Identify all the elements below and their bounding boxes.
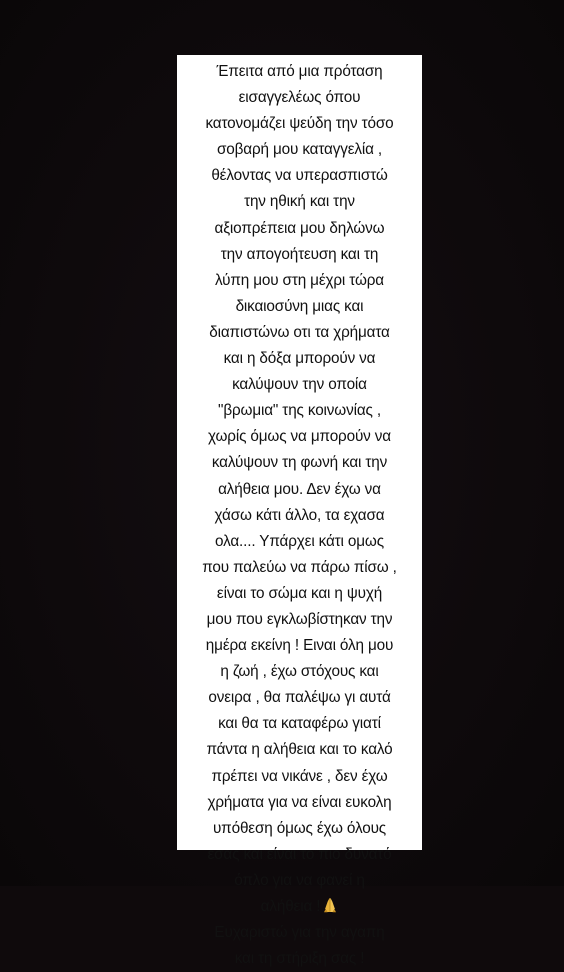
story-line: εσας και είναι το πιο δυνατό — [207, 845, 392, 863]
story-line: που παλεύω να πάρω πίσω , — [202, 558, 397, 576]
story-line: πρέπει να νικάνε , δεν έχω — [211, 767, 388, 785]
story-line: είναι το σώμα και η ψυχή — [216, 584, 383, 602]
story-line: λύπη μου στη μέχρι τώρα — [214, 271, 384, 289]
story-line: η ζωή , έχω στόχους και — [220, 663, 379, 681]
story-line: και τη στήριξη σας ! — [234, 950, 365, 968]
folded-hands-icon — [322, 896, 338, 912]
story-line: Έπειτα από μια πρόταση — [216, 63, 383, 80]
story-line: καλύψουν την οποία — [232, 376, 367, 394]
story-line: "βρωμια" της κοινωνίας , — [218, 402, 381, 420]
story-line: και θα τα καταφέρω γιατί — [218, 715, 381, 733]
story-line: χάσω κάτι άλλο, τα εχασα — [214, 506, 385, 524]
story-line: πάντα η αλήθεια και το καλό — [206, 741, 393, 759]
story-line: μου που εγκλωβίστηκαν την — [206, 610, 393, 628]
story-line: καλύψουν τη φωνή και την — [211, 454, 388, 472]
story-text-card — [177, 55, 422, 968]
story-line-with-emoji — [181, 894, 418, 920]
story-line: υπόθεση όμως έχω όλους — [212, 819, 387, 837]
story-line: κατονομάζει ψεύδη την τόσο — [205, 115, 394, 133]
story-line: θέλοντας να υπερασπιστώ — [211, 167, 388, 185]
story-line: σοβαρή μου καταγγελία , — [216, 141, 383, 159]
story-line: και η δόξα μπορούν να — [223, 350, 376, 368]
story-line: την ηθική και την — [244, 193, 355, 211]
story-line: χρήματα για να είναι ευκολη — [207, 793, 392, 811]
story-line: αλήθεια ! — [260, 898, 321, 915]
story-line: ημέρα εκείνη ! Ειναι όλη μου — [205, 637, 394, 655]
story-line: ονειρα , θα παλέψω γι αυτά — [208, 689, 391, 707]
story-line: την απογοήτευση και τη — [220, 245, 379, 263]
story-line: όπλο για να φανεί η — [234, 871, 365, 889]
story-line: χωρίς όμως να μπορούν να — [208, 428, 391, 446]
story-line: αλήθεια μου. Δεν έχω να — [218, 480, 381, 498]
story-line: δικαιοσύνη μιας και — [235, 297, 364, 315]
story-line: εισαγγελέως όπου — [238, 89, 361, 107]
story-line: αξιοπρέπεια μου δηλώνω — [214, 219, 385, 237]
story-line: διαπιστώνω οτι τα χρήματα — [209, 323, 390, 341]
story-line: Ευχαριστώ για την αγαπη — [214, 924, 385, 942]
story-line: ολα.... Υπάρχει κάτι ομως — [215, 532, 384, 550]
